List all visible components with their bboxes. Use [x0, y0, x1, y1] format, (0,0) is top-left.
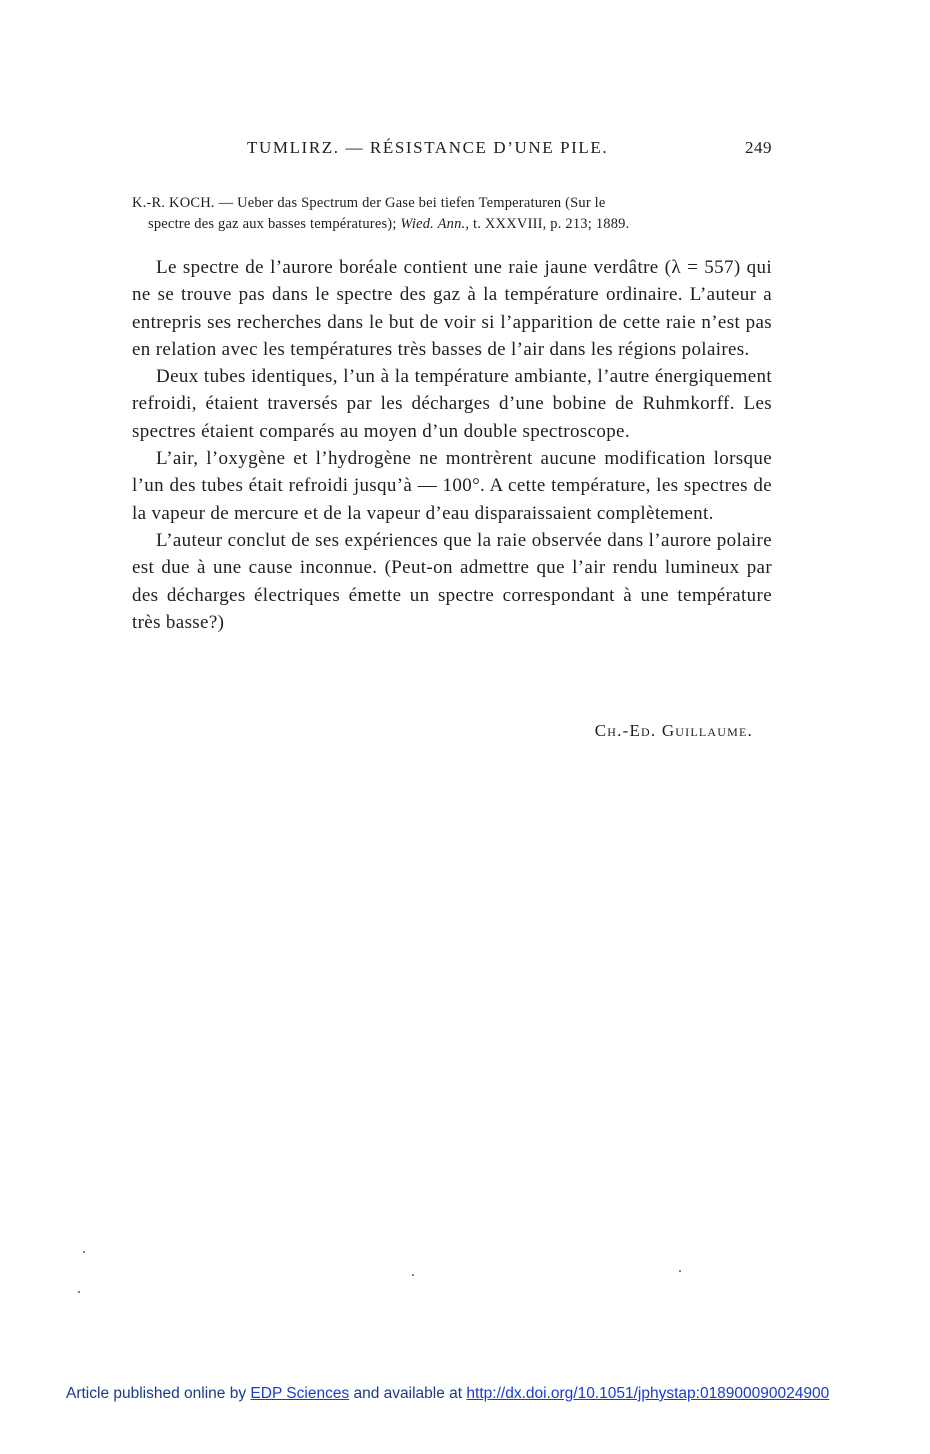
scan-speck: [78, 1291, 80, 1293]
citation-journal: Wied. Ann.: [400, 216, 466, 232]
scan-speck: [83, 1251, 85, 1253]
bibliographic-citation: [132, 193, 772, 235]
citation-volume: , t. XXXVIII, p. 213; 1889.: [465, 216, 630, 232]
scan-speck: [679, 1270, 681, 1272]
paragraph: L’air, l’oxygène et l’hydrogène ne montrèrent aucune modification lorsque l’un des tubes était refroidi jusqu’à — 100°. A cette température, les spectres de la vapeur de mercure et de la vapeur d’eau disparaissaient complètement.: [132, 448, 772, 524]
footer-prefix: Article published online by: [66, 1385, 247, 1402]
paragraph: Le spectre de l’aurore boréale contient une raie jaune verdâtre (λ = 557) qui ne se trouve pas dans le spectre des gaz à la température ordinaire. L’auteur a entrepris ses recherches dans le but de voir si l’apparition de cette raie n’est pas en relation avec les températures très basses de l’air dans les régions polaires.: [132, 257, 772, 360]
paragraph: Deux tubes identiques, l’un à la température ambiante, l’autre énergiquement refroidi, étaient traversés par les décharges d’une bobine de Ruhmkorff. Les spectres étaient comparés au moyen d’un double spectroscope.: [132, 366, 772, 442]
publisher-link[interactable]: EDP Sciences: [250, 1385, 350, 1402]
page-number: 249: [745, 138, 772, 157]
citation-title-fr: spectre des gaz aux basses températures);: [148, 216, 397, 232]
doi-link[interactable]: http://dx.doi.org/10.1051/jphystap:018900090024900: [466, 1385, 830, 1402]
citation-line-2: [132, 214, 772, 235]
scan-speck: [412, 1274, 414, 1276]
running-title: TUMLIRZ. — RÉSISTANCE D’UNE PILE.: [247, 138, 609, 157]
citation-line-1: K.-R. KOCH. — Ueber das Spectrum der Gase bei tiefen Temperaturen (Sur le: [132, 195, 606, 211]
article-body: [132, 254, 772, 636]
footer-middle: and available at: [353, 1385, 463, 1402]
paragraph: L’auteur conclut de ses expériences que la raie observée dans l’aurore polaire est due à une cause inconnue. (Peut-on admettre que l’air rendu lumineux par des décharges électriques émette un spectre correspondant à une température très basse?): [132, 529, 772, 633]
publication-footer: [66, 1385, 829, 1403]
running-head: [132, 138, 772, 162]
author-signature: Ch.-Ed. Guillaume.: [594, 721, 753, 740]
